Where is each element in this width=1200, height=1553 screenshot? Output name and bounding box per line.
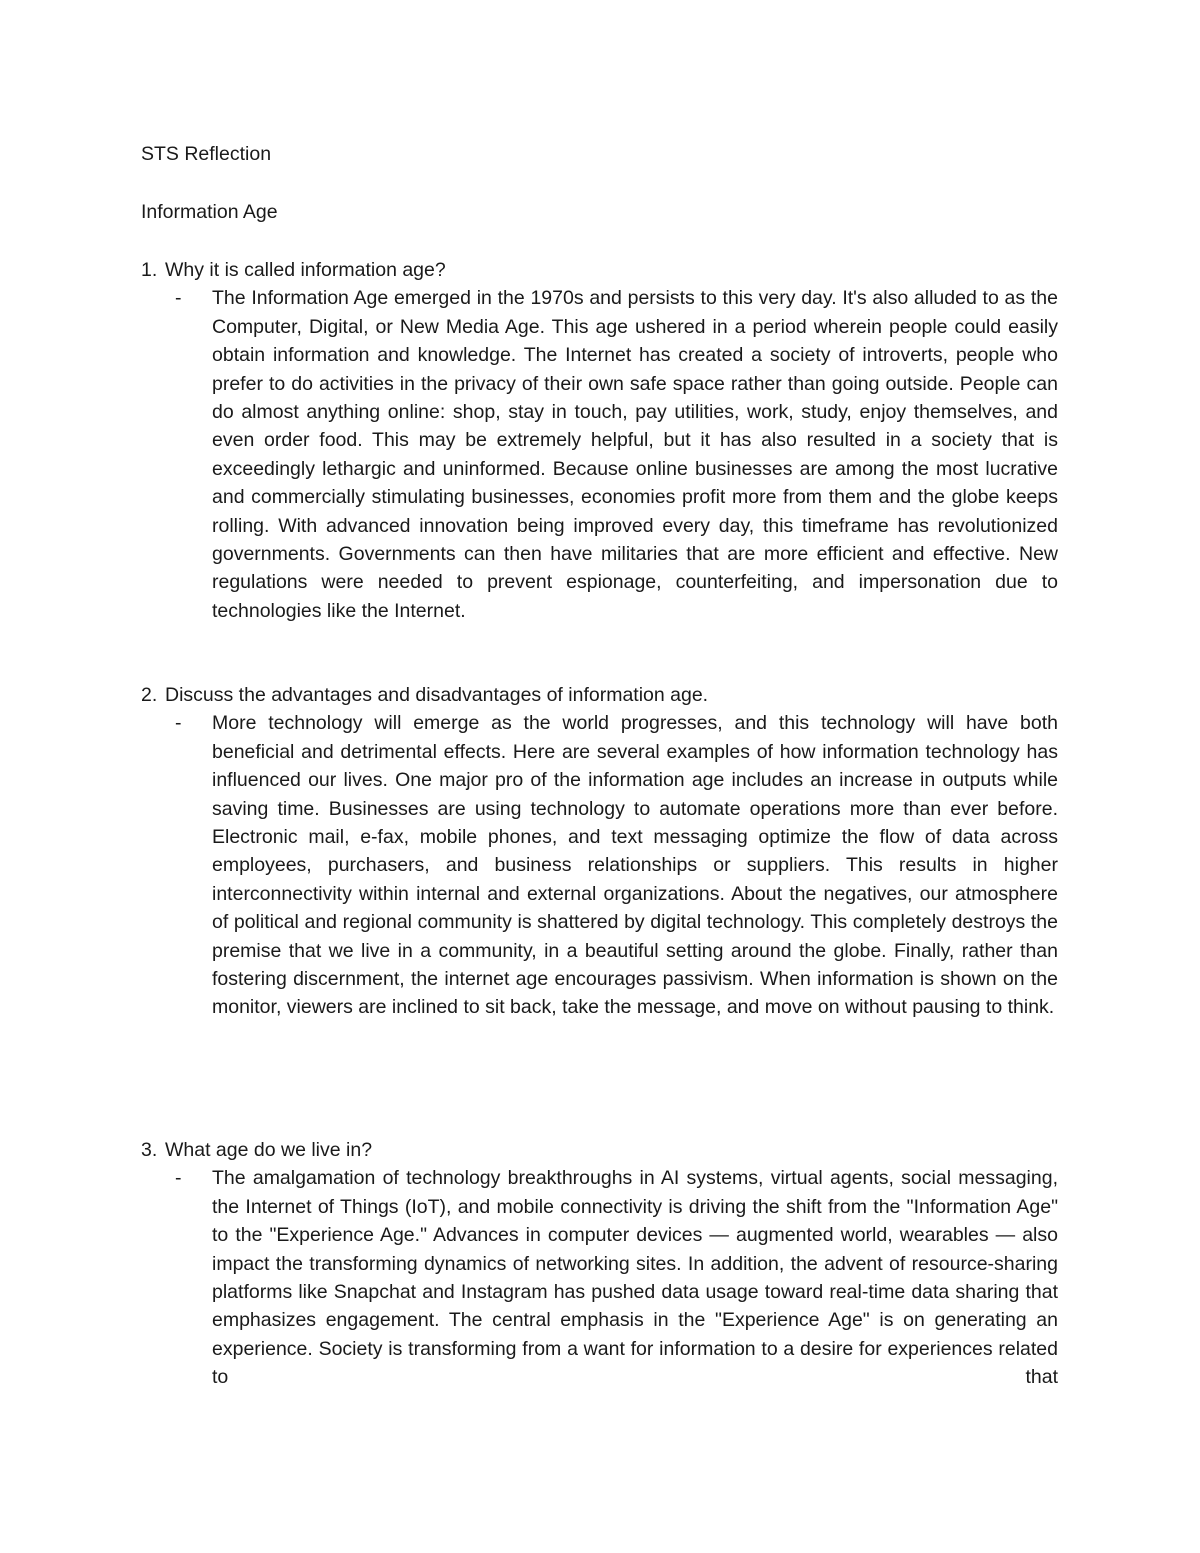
answer-3-text: The amalgamation of technology breakthroughs in AI systems, virtual agents, social messaging, the Internet of Things (IoT), and mobile connectivity is driving the shift from the "Information Age" to the "Experience Age." Advances in computer devices — augmented world, wearables — also impact the transforming dynamics of networking sites. In addition, the advent of resource-sharing platforms like Snapchat and Instagram has pushed data usage toward real-time data sharing that emphasizes engagement. The central emphasis in the "Experience Age" is on generating an experience. Society is transforming from a want for information to a desire for experiences related to that [212, 1167, 1058, 1389]
question-3 [141, 1136, 1061, 1392]
question-1-heading [141, 256, 1061, 284]
question-1 [141, 256, 1061, 625]
document-title: STS Reflection [141, 143, 272, 165]
question-3-heading [141, 1136, 1061, 1164]
question-1-number: 1. [141, 259, 158, 281]
question-2-text: Discuss the advantages and disadvantages of information age. [165, 684, 709, 706]
question-1-text: Why it is called information age? [165, 259, 446, 281]
answer-2-text: More technology will emerge as the world progresses, and this technology will have both beneficial and detrimental effects. Here are several examples of how information technology has influenced our lives. One major pro of the information age includes an increase in outputs while saving time. Businesses are using technology to automate operations more than ever before. Electronic mail, e-fax, mobile phones, and text messaging optimize the flow of data across employees, purchasers, and business relationships or suppliers. This results in higher interconnectivity within internal and external organizations. About the negatives, our atmosphere of political and regional community is shattered by digital technology. This completely destroys the premise that we live in a community, in a beautiful setting around the globe. Finally, rather than fostering discernment, the internet age encourages passivism. When information is shown on the monitor, viewers are inclined to sit back, take the message, and move on without pausing to think. [212, 712, 1058, 1019]
question-2 [141, 681, 1061, 1022]
answer-3 [141, 1164, 1058, 1391]
answer-2-bullet: - [175, 712, 182, 735]
question-3-text: What age do we live in? [165, 1139, 373, 1161]
question-2-heading [141, 681, 1061, 709]
question-2-number: 2. [141, 684, 158, 706]
answer-1-bullet: - [175, 287, 182, 310]
answer-1 [141, 284, 1058, 625]
answer-3-bullet: - [175, 1167, 182, 1190]
answer-2 [141, 709, 1058, 1021]
document-subtitle: Information Age [141, 201, 278, 223]
answer-1-text: The Information Age emerged in the 1970s and persists to this very day. It's also alluded to as the Computer, Digital, or New Media Age. This age ushered in a period wherein people could easily obtain information and knowledge. The Internet has created a society of introverts, people who prefer to do activities in the privacy of their own safe space rather than going outside. People can do almost anything online: shop, stay in touch, pay utilities, work, study, enjoy themselves, and even order food. This may be extremely helpful, but it has also resulted in a society that is exceedingly lethargic and uninformed. Because online businesses are among the most lucrative and commercially stimulating businesses, economies profit more from them and the globe keeps rolling. With advanced innovation being improved every day, this timeframe has revolutionized governments. Governments can then have militaries that are more efficient and effective. New regulations were needed to prevent espionage, counterfeiting, and impersonation due to technologies like the Internet. [212, 287, 1058, 622]
question-3-number: 3. [141, 1139, 158, 1161]
